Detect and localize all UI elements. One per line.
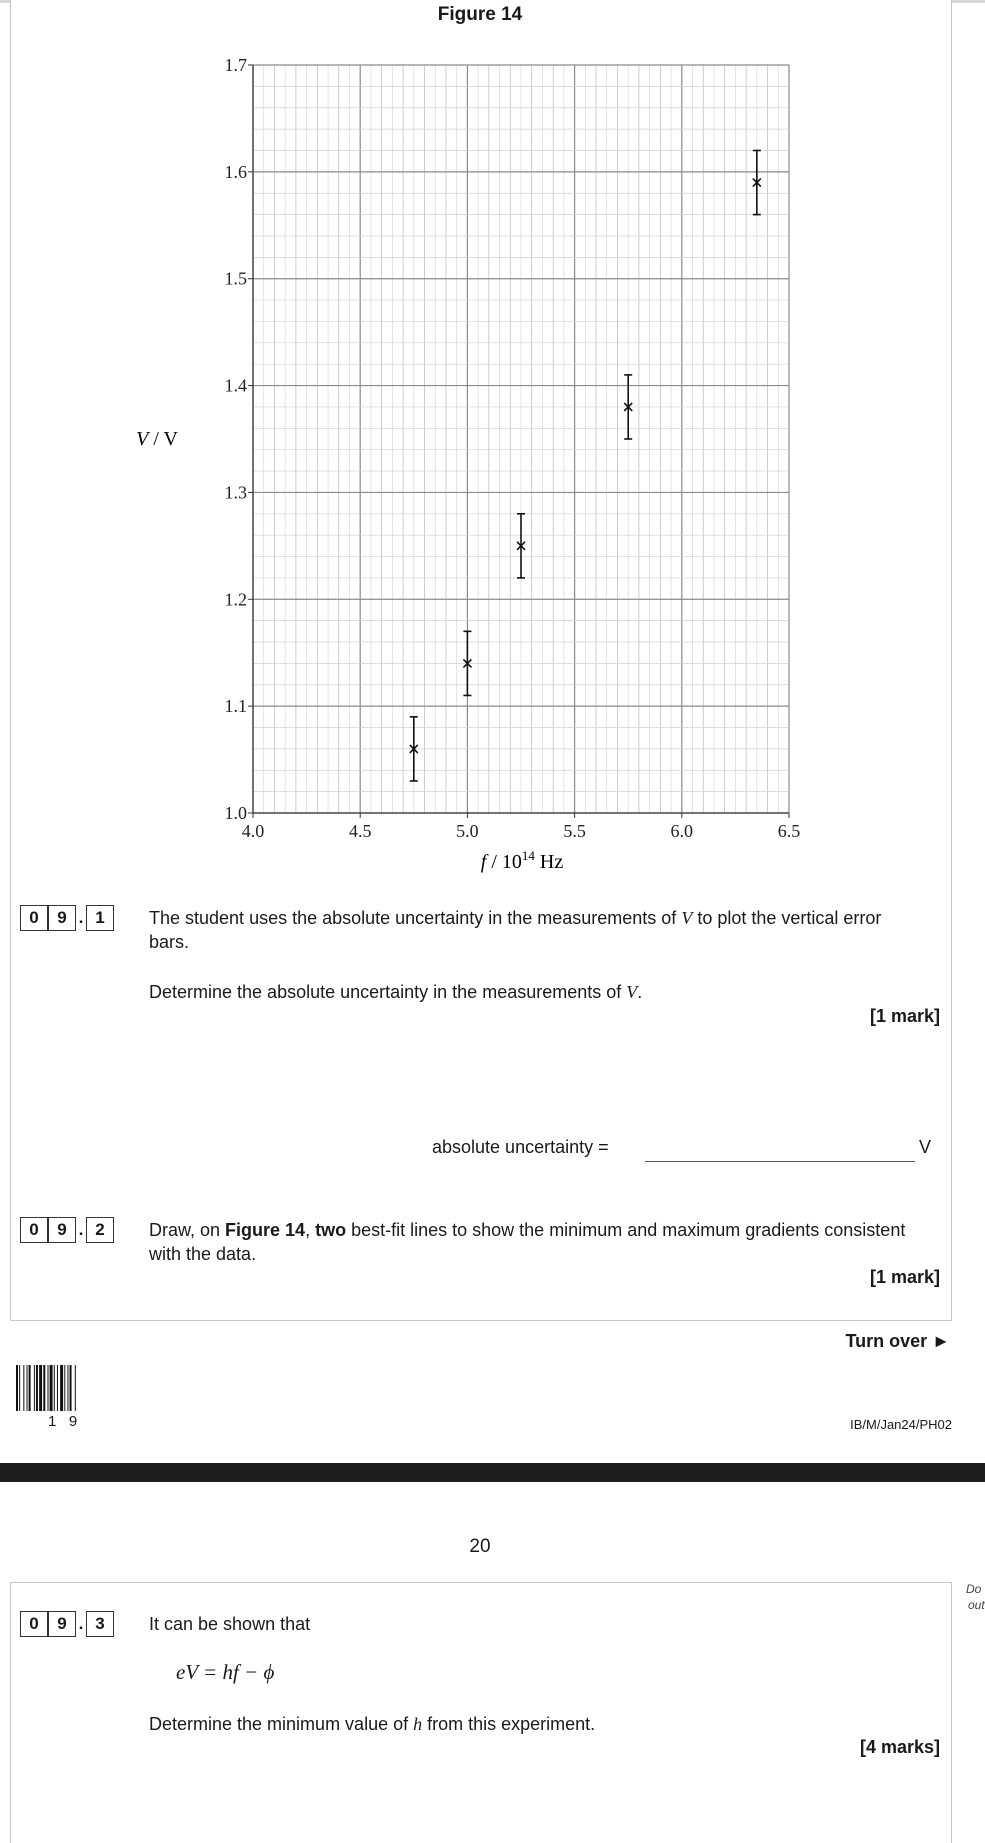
question-09-1-instruction: Determine the absolute uncertainty in the measurements of V. — [149, 982, 643, 1002]
barcode-bar — [39, 1365, 42, 1411]
barcode-bar — [16, 1365, 18, 1411]
barcode-bar — [64, 1365, 65, 1411]
figure-title: Figure 14 — [437, 4, 523, 25]
y-tick-label: 1.6 — [224, 161, 247, 182]
barcode-bar — [48, 1365, 49, 1411]
x-tick-label: 5.5 — [563, 821, 586, 841]
y-tick-label: 1.2 — [224, 589, 247, 610]
qnum-digit: 2 — [86, 1217, 114, 1243]
x-axis-var: f — [480, 851, 487, 873]
paper-code: IB/M/Jan24/PH02 — [850, 1417, 952, 1432]
qnum-digit: 0 — [20, 1611, 48, 1637]
data-point — [753, 150, 761, 214]
y-tick-label: 1.3 — [224, 482, 247, 503]
page-number: 20 — [469, 1536, 491, 1557]
turn-over: Turn over ► — [845, 1331, 950, 1351]
x-tick-label: 6.5 — [777, 821, 801, 841]
barcode-digits: 1 9 — [48, 1413, 78, 1430]
y-tick-label: 1.1 — [224, 696, 247, 717]
qnum-digit: 1 — [86, 905, 114, 931]
x-tick-label: 5.0 — [456, 821, 479, 841]
barcode-bar — [36, 1365, 38, 1411]
question-number-09-2: 0 9 . 2 — [20, 1217, 114, 1243]
barcode-bar — [34, 1365, 35, 1411]
y-tick-label: 1.7 — [224, 55, 247, 75]
y-axis-label — [136, 428, 178, 450]
barcode-bar — [75, 1365, 76, 1411]
margin-note: Do — [966, 1582, 982, 1596]
qnum-digit: 9 — [48, 905, 76, 931]
barcode-bar — [60, 1365, 63, 1411]
answer-line[interactable] — [645, 1160, 915, 1162]
x-tick-label: 6.0 — [670, 821, 694, 841]
qnum-digit: 0 — [20, 1217, 48, 1243]
y-tick-label: 1.4 — [224, 375, 247, 396]
x-axis-exp: 14 — [521, 848, 535, 863]
chart-grid — [253, 65, 789, 813]
marks-09-3: [4 marks] — [859, 1737, 940, 1757]
qnum-digit: 9 — [48, 1611, 76, 1637]
page-divider — [0, 1463, 985, 1482]
barcode-icon — [16, 1365, 122, 1415]
answer-unit: V — [919, 1137, 932, 1157]
barcode-bar — [27, 1365, 28, 1411]
barcode-bar — [23, 1365, 24, 1411]
question-number-09-1: 0 9 . 1 — [20, 905, 114, 931]
question-number-09-3: 0 9 . 3 — [20, 1611, 114, 1637]
y-axis-var: V — [136, 428, 149, 450]
question-09-1-text: The student uses the absolute uncertainty in the measurements of V to plot the vertical error bars. — [149, 908, 882, 952]
margin-note: out — [968, 1598, 985, 1612]
data-point — [517, 514, 525, 578]
equation: eV = hf − ϕ — [176, 1660, 275, 1684]
y-axis-unit: / V — [148, 428, 178, 450]
barcode-bar — [70, 1365, 72, 1411]
x-axis-tail: Hz — [534, 851, 564, 873]
qnum-digit: 3 — [86, 1611, 114, 1637]
y-tick-label: 1.0 — [224, 803, 247, 823]
barcode-bar — [57, 1365, 58, 1411]
barcode-bar — [43, 1365, 45, 1411]
barcode-bar — [50, 1365, 53, 1411]
variable-V: V — [626, 982, 638, 1002]
qnum-digit: 0 — [20, 905, 48, 931]
barcode-bar — [29, 1365, 31, 1411]
x-axis-label — [481, 848, 564, 873]
qnum-digit: 9 — [48, 1217, 76, 1243]
variable-h: h — [413, 1714, 423, 1734]
barcode-bar — [67, 1365, 68, 1411]
figure-14-chart — [0, 0, 985, 880]
barcode-bar — [19, 1365, 20, 1411]
question-09-3-intro: It can be shown that — [149, 1614, 311, 1634]
question-09-3-instruction: Determine the minimum value of h from this experiment. — [149, 1714, 596, 1734]
x-axis-unit: / 10 — [486, 851, 522, 873]
marks-09-1: [1 mark] — [869, 1006, 940, 1026]
marks-09-2: [1 mark] — [869, 1267, 940, 1287]
y-tick-label: 1.5 — [224, 268, 247, 289]
question-09-2-text: Draw, on Figure 14, two best-fit lines to show the minimum and maximum gradients consistent with the data. — [149, 1220, 906, 1264]
x-tick-label: 4.5 — [348, 821, 372, 841]
variable-V: V — [681, 908, 693, 928]
barcode-bar — [54, 1365, 55, 1411]
x-tick-label: 4.0 — [241, 821, 265, 841]
answer-label: absolute uncertainty = — [432, 1137, 609, 1157]
